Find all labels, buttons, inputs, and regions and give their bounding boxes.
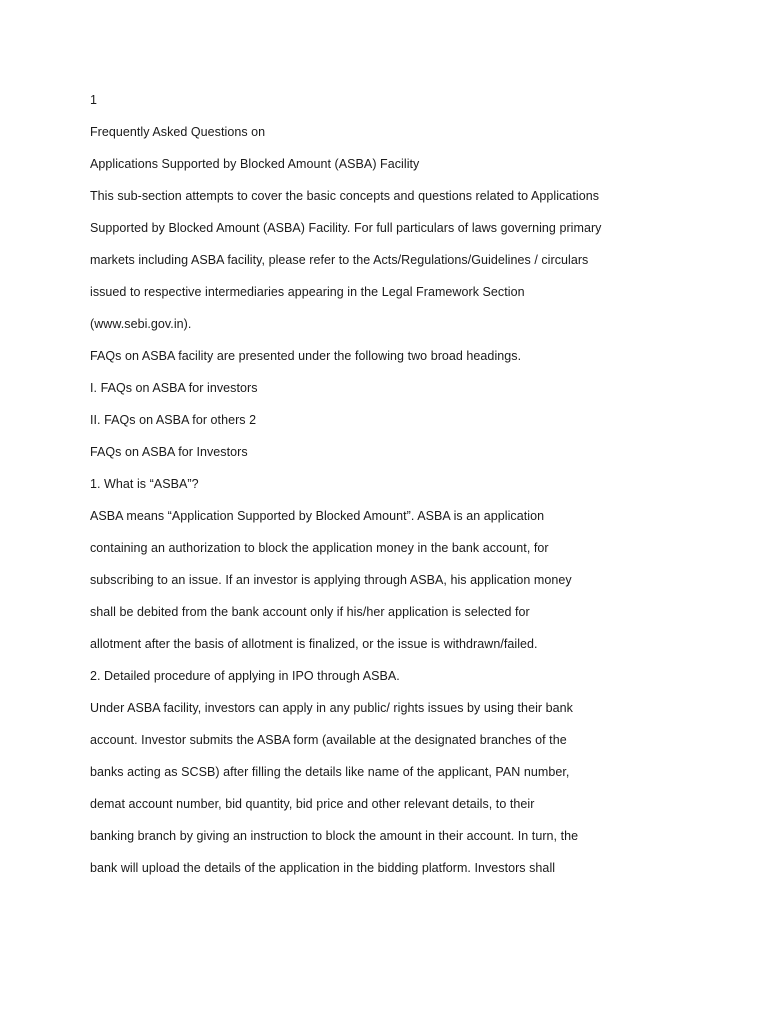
answer-2-line-4: demat account number, bid quantity, bid price and other relevant details, to their [90,797,535,811]
answer-1-line-3: subscribing to an issue. If an investor is applying through ASBA, his application money [90,573,572,587]
intro-line-5: (www.sebi.gov.in). [90,317,192,331]
section-title: FAQs on ASBA for Investors [90,445,248,459]
answer-2-line-2: account. Investor submits the ASBA form (available at the designated branches of the [90,733,567,747]
answer-1-line-4: shall be debited from the bank account only if his/her application is selected for [90,605,530,619]
answer-1-line-5: allotment after the basis of allotment is finalized, or the issue is withdrawn/failed. [90,637,538,651]
headings-intro: FAQs on ASBA facility are presented under the following two broad headings. [90,349,522,363]
answer-2-line-1: Under ASBA facility, investors can apply in any public/ rights issues by using their bank [90,701,573,715]
question-1: 1. What is “ASBA”? [90,477,199,491]
intro-line-2: Supported by Blocked Amount (ASBA) Facility. For full particulars of laws governing primary [90,221,602,235]
answer-2-line-6: bank will upload the details of the application in the bidding platform. Investors shall [90,861,556,875]
title-line-1: Frequently Asked Questions on [90,125,266,139]
answer-1-line-1: ASBA means “Application Supported by Blocked Amount”. ASBA is an application [90,509,545,523]
answer-2-line-5: banking branch by giving an instruction to block the amount in their account. In turn, the [90,829,579,843]
answer-1-line-2: containing an authorization to block the application money in the bank account, for [90,541,549,555]
page-number: 1 [90,93,98,107]
intro-line-4: issued to respective intermediaries appearing in the Legal Framework Section [90,285,525,299]
intro-line-3: markets including ASBA facility, please refer to the Acts/Regulations/Guidelines / circulars [90,253,589,267]
heading-investors: I. FAQs on ASBA for investors [90,381,258,395]
question-2: 2. Detailed procedure of applying in IPO through ASBA. [90,669,400,683]
title-line-2: Applications Supported by Blocked Amount (ASBA) Facility [90,157,420,171]
heading-others: II. FAQs on ASBA for others 2 [90,413,257,427]
intro-line-1: This sub-section attempts to cover the basic concepts and questions related to Applications [90,189,599,203]
answer-2-line-3: banks acting as SCSB) after filling the details like name of the applicant, PAN number, [90,765,570,779]
